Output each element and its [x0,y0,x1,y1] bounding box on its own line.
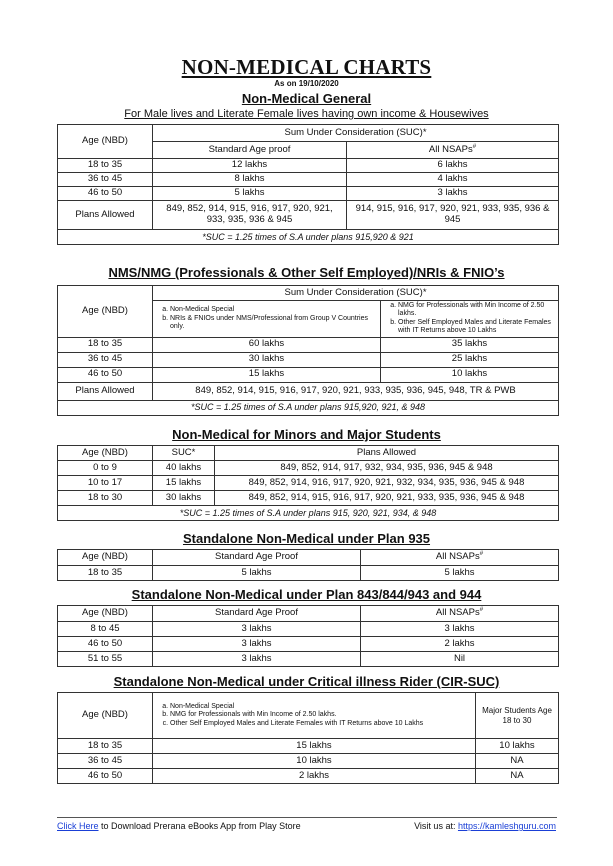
table-row: 10 to 17 15 lakhs 849, 852, 914, 916, 917, 920, 921, 932, 934, 935, 936, 945 & 948 [58,476,559,491]
page-title: NON-MEDICAL CHARTS [181,55,432,79]
right-notes: a. NMG for Professionals with Min Income of 2.50 lakhs. b. Other Self Employed Males and Literate Females with IT Returns above 10 Lakhs [381,301,559,338]
click-here-link[interactable]: Click Here [57,821,99,831]
suc-header: Sum Under Consideration (SUC)* [153,286,559,301]
table-row: 18 to 35 15 lakhs 10 lakhs [58,739,559,754]
section-title-minors: Non-Medical for Minors and Major Students [172,427,441,442]
age-header: Age (NBD) [58,693,153,739]
website-link[interactable]: https://kamleshguru.com [457,821,556,831]
footer-visit: Visit us at: https://kamleshguru.com [414,821,556,831]
suc-header: SUC* [153,446,215,461]
section-title-nms: NMS/NMG (Professionals & Other Self Employed)/NRIs & FNIO’s [108,265,505,280]
cir-notes: a. Non-Medical Special b. NMG for Professionals with Min Income of 2.50 lakhs. c. Other Self Employed Males and Literate Females with IT Returns above 10 Lakhs [153,693,476,739]
standard-age-proof-header: Standard Age Proof [153,606,361,622]
footer-download: Click Here to Download Prerana eBooks App from Play Store [57,821,301,831]
table-row: 46 to 50 2 lakhs NA [58,769,559,784]
age-header: Age (NBD) [58,446,153,461]
table-row: 18 to 35 12 lakhs 6 lakhs [58,159,559,173]
as-on-date: As on 19/10/2020 [274,79,339,88]
plan935-table [57,549,559,581]
all-nsaps-header: All NSAPs# [361,606,559,622]
table-row: 46 to 50 5 lakhs 3 lakhs [58,187,559,201]
plans-allowed-row: Plans Allowed 849, 852, 914, 915, 916, 917, 920, 921, 933, 935, 936, 945, 948, TR & PWB [58,382,559,400]
section-title-plan935: Standalone Non-Medical under Plan 935 [182,531,431,546]
section-title-plan843: Standalone Non-Medical under Plan 843/844/943 and 944 [131,587,482,602]
left-notes: a. Non-Medical Special b. NRIs & FNIOs under NMS/Professional from Group V Countries only. [153,301,381,338]
section-title-general: Non-Medical General [241,91,372,106]
standard-age-proof-header: Standard Age Proof [153,550,361,566]
table-row: 46 to 50 15 lakhs 10 lakhs [58,367,559,382]
table-row: 18 to 35 5 lakhs 5 lakhs [58,566,559,581]
age-header: Age (NBD) [58,606,153,622]
section-subtitle: For Male lives and Literate Female lives having own income & Housewives [124,108,489,120]
table-row: 18 to 35 60 lakhs 35 lakhs [58,337,559,352]
table-row: 8 to 45 3 lakhs 3 lakhs [58,622,559,637]
footer-divider [57,817,557,818]
major-students-header: Major Students Age 18 to 30 [476,693,559,739]
table-row: 36 to 45 8 lakhs 4 lakhs [58,173,559,187]
table-row: 36 to 45 10 lakhs NA [58,754,559,769]
suc-footnote: *SUC = 1.25 times of S.A under plans 915, 920, 921, 934, & 948 [58,506,559,521]
table-row: 18 to 30 30 lakhs 849, 852, 914, 915, 916, 917, 920, 921, 933, 935, 936, 945 & 948 [58,491,559,506]
all-nsaps-header: All NSAPs# [361,550,559,566]
age-header: Age (NBD) [58,125,153,159]
all-nsaps-header: All NSAPs# [347,142,559,159]
table-row: 51 to 55 3 lakhs Nil [58,652,559,667]
table-row: 36 to 45 30 lakhs 25 lakhs [58,352,559,367]
age-header: Age (NBD) [58,286,153,338]
general-table [57,124,559,245]
plans-allowed-row: Plans Allowed 849, 852, 914, 915, 916, 917, 920, 921, 933, 935, 936 & 945 914, 915, 916, 917, 920, 921, 933, 935, 936 & 945 [58,201,559,230]
suc-header: Sum Under Consideration (SUC)* [153,125,559,142]
plan843-table [57,605,559,667]
minors-table [57,445,559,521]
plans-header: Plans Allowed [215,446,559,461]
cir-table [57,692,559,784]
standard-age-proof-header: Standard Age proof [153,142,347,159]
suc-footnote: *SUC = 1.25 times of S.A under plans 915,920 & 921 [58,230,559,245]
section-title-cir: Standalone Non-Medical under Critical illness Rider (CIR-SUC) [113,674,500,689]
table-row: 0 to 9 40 lakhs 849, 852, 914, 917, 932, 934, 935, 936, 945 & 948 [58,461,559,476]
suc-footnote: *SUC = 1.25 times of S.A under plans 915,920, 921, & 948 [58,400,559,415]
nms-table [57,285,559,416]
table-row: 46 to 50 3 lakhs 2 lakhs [58,637,559,652]
age-header: Age (NBD) [58,550,153,566]
